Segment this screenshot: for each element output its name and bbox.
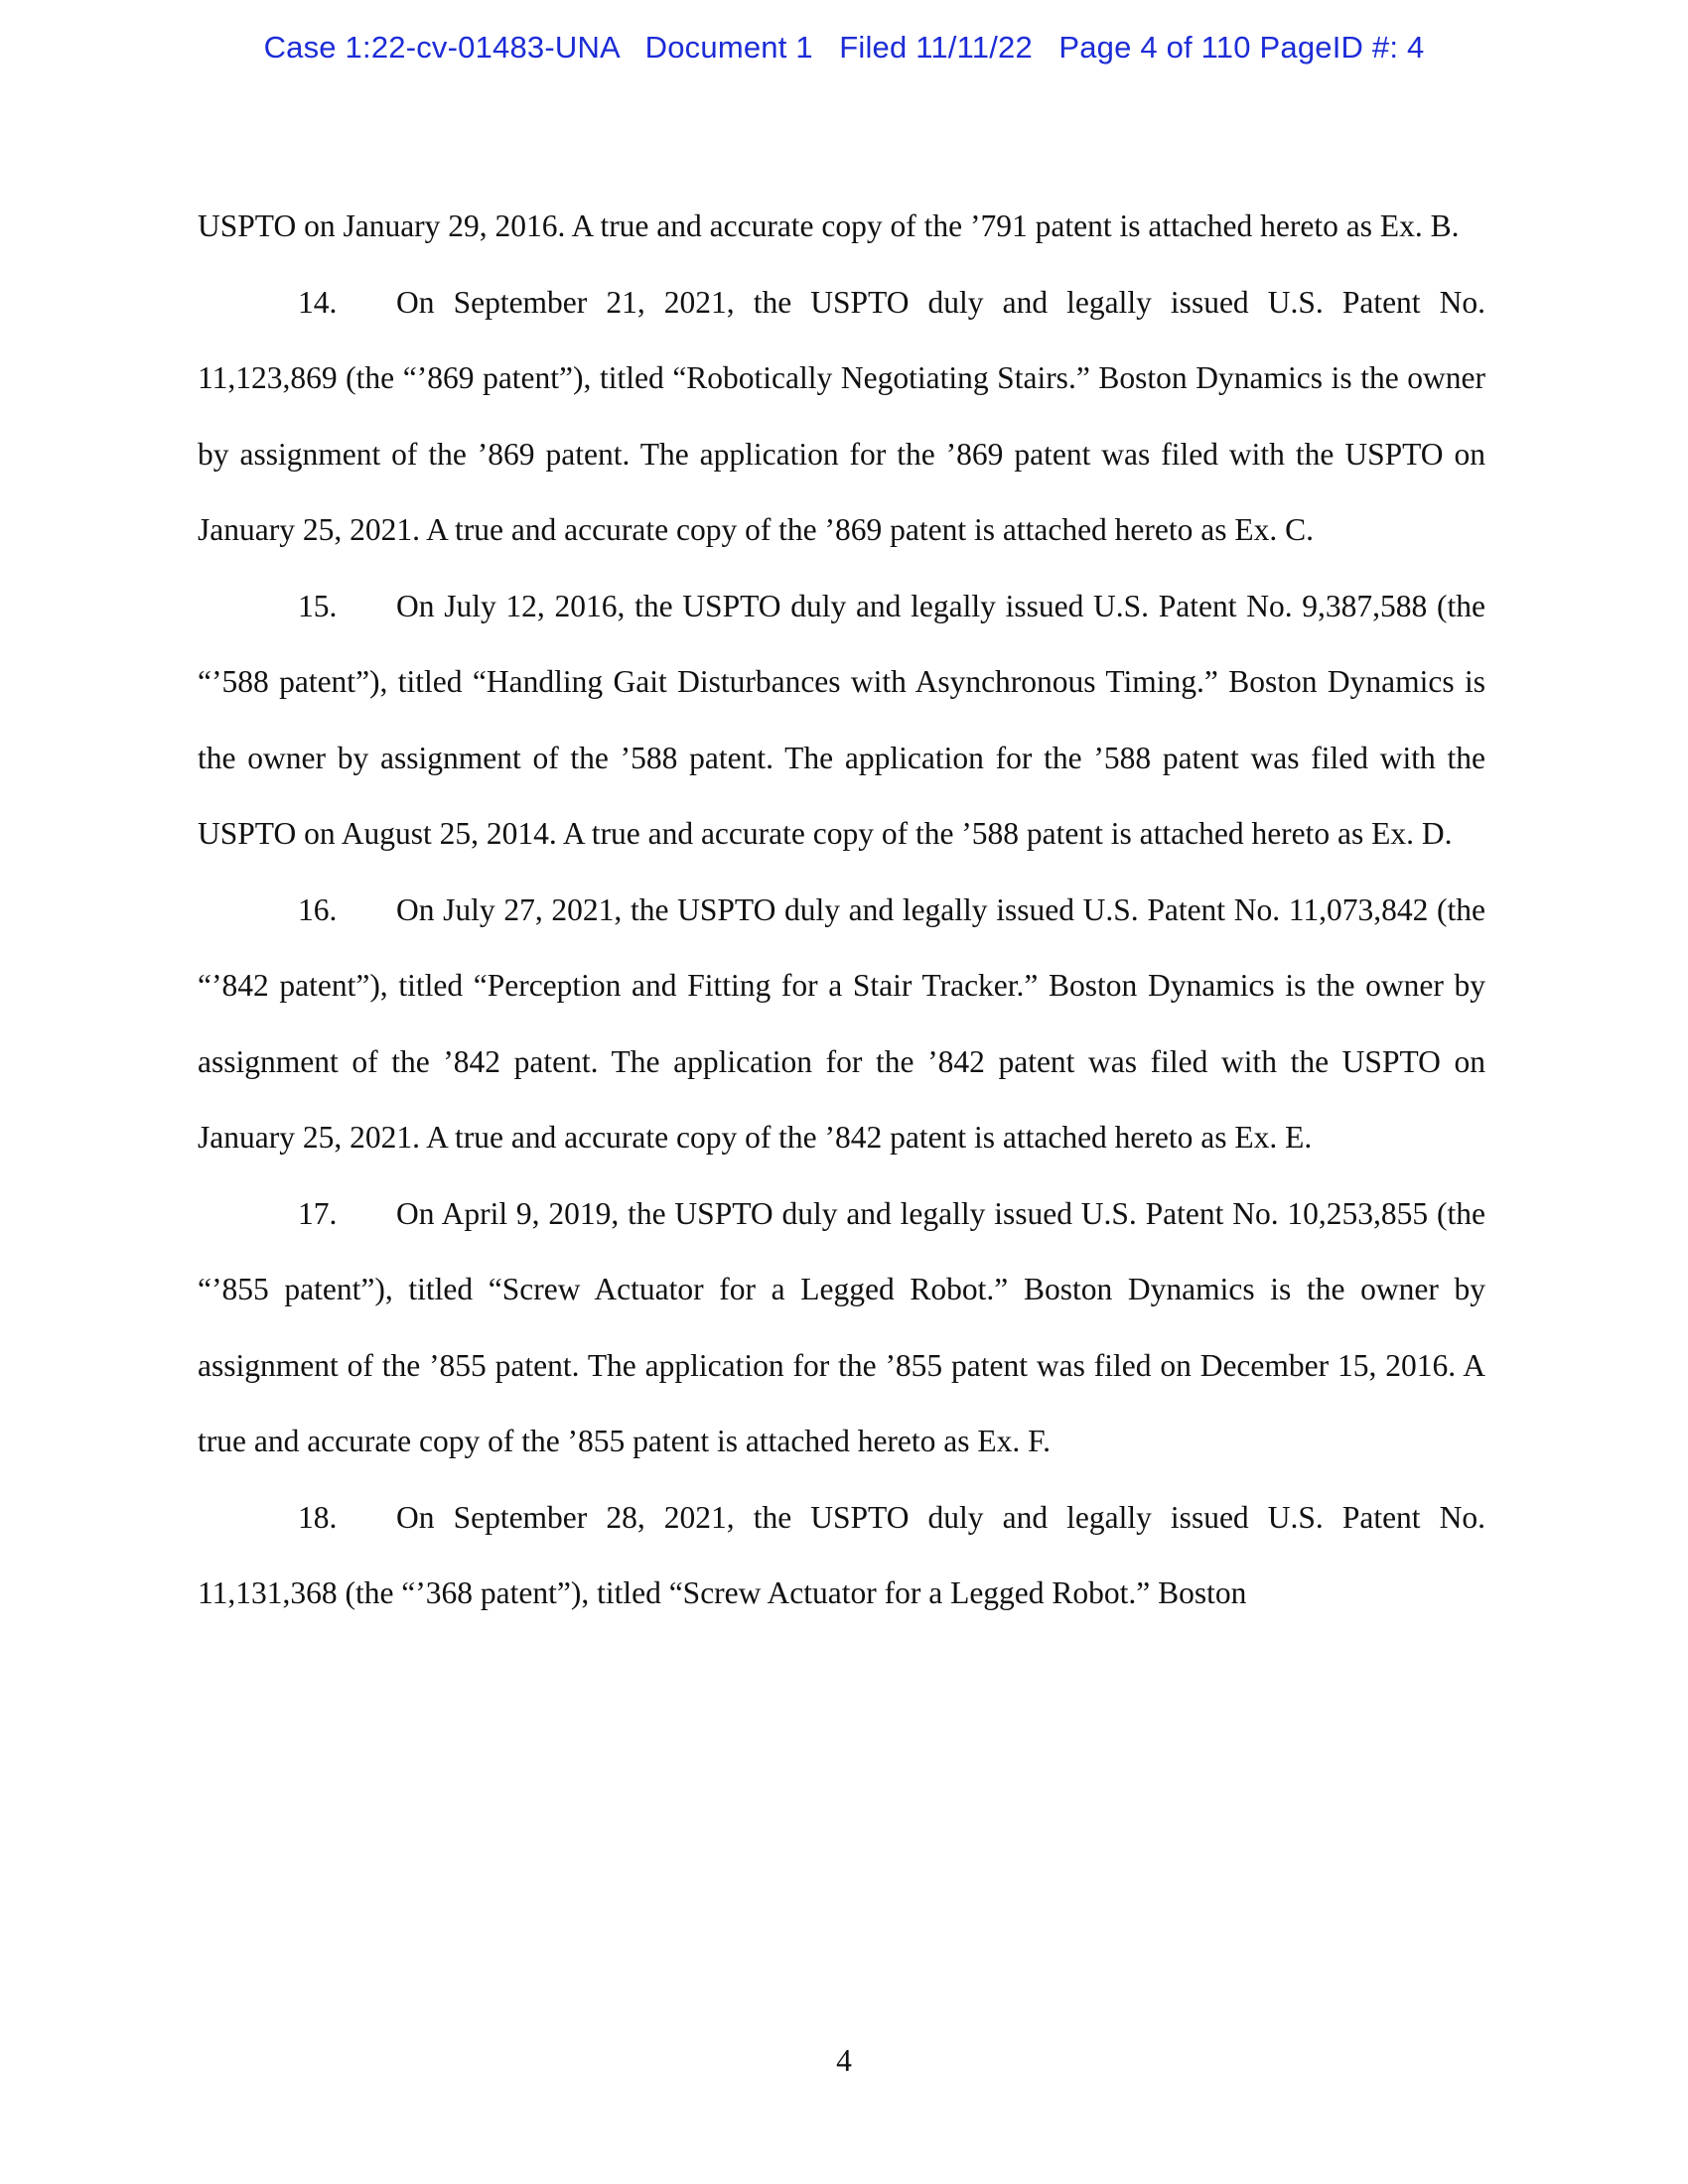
paragraph-number: 18.: [298, 1499, 338, 1535]
paragraph-text: On July 27, 2021, the USPTO duly and legally issued U.S. Patent No. 11,073,842 (the “’842 patent”), titled “Perception and Fitting for a Stair Tracker.” Boston Dynamics is the owner by assignment of the ’842 patent. The application for the ’842 patent was filed with the USPTO on January 25, 2021. A true and accurate copy of the ’842 patent is attached hereto as Ex. E.: [198, 891, 1485, 1155]
document-body: [198, 189, 1485, 1632]
paragraph-18: [198, 1480, 1485, 1632]
paragraph-text: On September 28, 2021, the USPTO duly and legally issued U.S. Patent No. 11,131,368 (the “’368 patent”), titled “Screw Actuator for a Legged Robot.” Boston: [198, 1499, 1485, 1610]
paragraph-text: USPTO on January 29, 2016. A true and accurate copy of the ’791 patent is attached hereto as Ex. B.: [198, 208, 1460, 243]
paragraph-17: [198, 1176, 1485, 1480]
document-header: Case 1:22-cv-01483-UNA Document 1 Filed 11/11/22 Page 4 of 110 PageID #: 4: [263, 30, 1425, 65]
paragraph-number: 14.: [298, 284, 338, 320]
paragraph-14: [198, 265, 1485, 569]
paragraph-number: 15.: [298, 588, 338, 623]
paragraph-text: On September 21, 2021, the USPTO duly and legally issued U.S. Patent No. 11,123,869 (the “’869 patent”), titled “Robotically Negotiating Stairs.” Boston Dynamics is the owner by assignment of the ’869 patent. The application for the ’869 patent was filed with the USPTO on January 25, 2021. A true and accurate copy of the ’869 patent is attached hereto as Ex. C.: [198, 284, 1485, 547]
paragraph-number: 16.: [298, 891, 338, 927]
paragraph-15: [198, 569, 1485, 873]
paragraph-text: On April 9, 2019, the USPTO duly and legally issued U.S. Patent No. 10,253,855 (the “’855 patent”), titled “Screw Actuator for a Legged Robot.” Boston Dynamics is the owner by assignment of the ’855 patent. The application for the ’855 patent was filed on December 15, 2016. A true and accurate copy of the ’855 patent is attached hereto as Ex. F.: [198, 1195, 1485, 1458]
paragraph-continued: [198, 189, 1485, 265]
paragraph-16: [198, 873, 1485, 1176]
paragraph-number: 17.: [298, 1195, 338, 1231]
paragraph-text: On July 12, 2016, the USPTO duly and legally issued U.S. Patent No. 9,387,588 (the “’588 patent”), titled “Handling Gait Disturbances with Asynchronous Timing.” Boston Dynamics is the owner by assignment of the ’588 patent. The application for the ’588 patent was filed with the USPTO on August 25, 2014. A true and accurate copy of the ’588 patent is attached hereto as Ex. D.: [198, 588, 1485, 851]
page-number: 4: [836, 2043, 852, 2078]
